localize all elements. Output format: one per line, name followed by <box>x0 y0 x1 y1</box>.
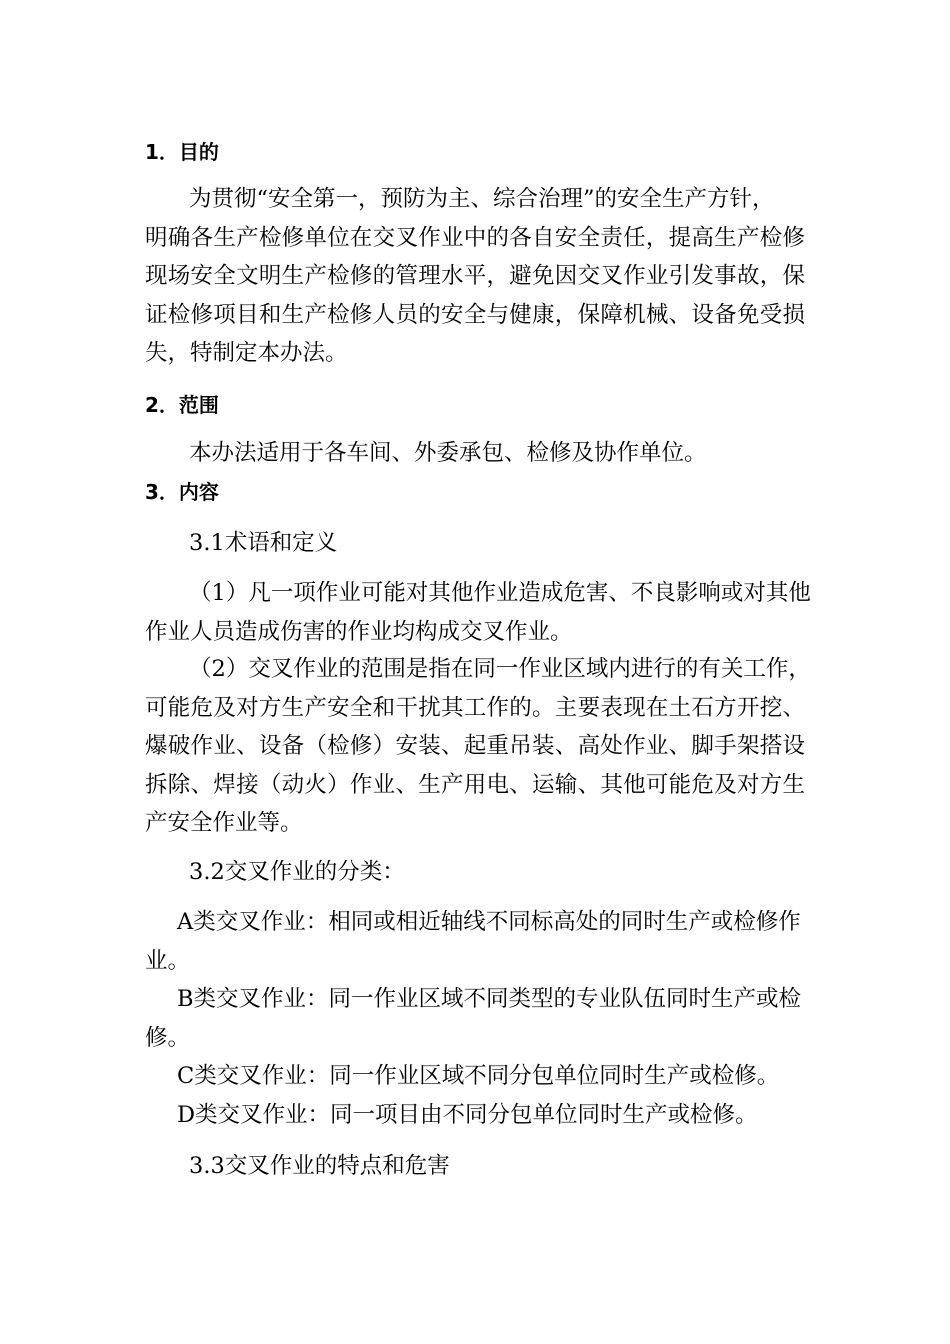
paragraph-line: 作业人员造成伤害的作业均构成交叉作业。 <box>145 618 573 645</box>
paragraph-line: 可能危及对方生产安全和干扰其工作的。主要表现在土石方开挖、 <box>145 694 805 721</box>
paragraph-line: 修。 <box>145 1024 191 1051</box>
paragraph-line: 产安全作业等。 <box>145 810 303 836</box>
paragraph-line: （2）交叉作业的范围是指在同一作业区域内进行的有关工作， <box>189 656 811 682</box>
paragraph-line: 拆除、焊接（动火）作业、生产用电、运输、其他可能危及对方生 <box>145 771 805 798</box>
subsection-3-2-title: 3.2交叉作业的分类： <box>189 859 405 885</box>
definition-item-1 <box>145 574 811 651</box>
section-2-heading: 2．范围 <box>145 393 219 417</box>
paragraph-line: 明确各生产检修单位在交叉作业中的各自安全责任，提高生产检修 <box>145 224 805 251</box>
paragraph-line: 现场安全文明生产检修的管理水平，避免因交叉作业引发事故，保 <box>145 263 805 289</box>
paragraph-line: B类交叉作业：同一作业区域不同类型的专业队伍同时生产或检 <box>177 986 802 1012</box>
class-d-item: D类交叉作业：同一项目由不同分包单位同时生产或检修。 <box>177 1102 758 1128</box>
paragraph-line: 业。 <box>145 947 191 974</box>
paragraph-line: （1）凡一项作业可能对其他作业造成危害、不良影响或对其他 <box>189 580 811 606</box>
class-b-item <box>145 980 801 1057</box>
paragraph-line: 爆破作业、设备（检修）安装、起重吊装、高处作业、脚手架搭设 <box>145 733 805 759</box>
class-c-item: C类交叉作业：同一作业区域不同分包单位同时生产或检修。 <box>177 1063 780 1089</box>
section-2-paragraph: 本办法适用于各车间、外委承包、检修及协作单位。 <box>189 440 707 466</box>
section-1-heading: 1．目的 <box>145 140 219 164</box>
class-a-item <box>145 903 801 980</box>
paragraph-line: A类交叉作业：相同或相近轴线不同标高处的同时生产或检修作 <box>177 909 801 935</box>
paragraph-line: 失，特制定本办法。 <box>145 340 348 366</box>
subsection-3-3-title: 3.3交叉作业的特点和危害 <box>189 1153 450 1179</box>
section-1-paragraph <box>145 180 805 373</box>
paragraph-line: 证检修项目和生产检修人员的安全与健康，保障机械、设备免受损 <box>145 301 805 328</box>
section-3-heading: 3．内容 <box>145 480 219 504</box>
paragraph-line: 为贯彻“安全第一，预防为主、综合治理”的安全生产方针， <box>189 186 775 212</box>
subsection-3-1-title: 3.1术语和定义 <box>189 530 338 556</box>
definition-item-2 <box>145 650 811 843</box>
